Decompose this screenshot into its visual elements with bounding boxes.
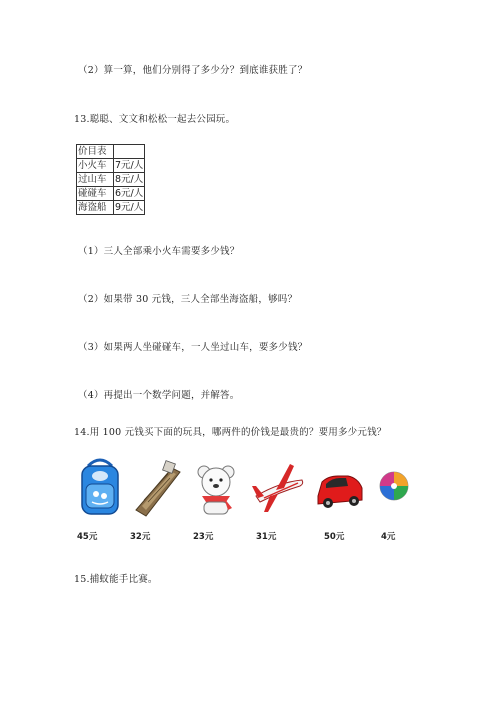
- airplane-icon: [250, 456, 306, 518]
- question-14-title: 14.用 100 元钱买下面的玩具，哪两件的价钱是最贵的？要用多少元钱？: [74, 427, 387, 438]
- price-value: 8元/人: [115, 174, 144, 185]
- toy-price-plane: 31元: [256, 532, 277, 542]
- table-row: [77, 201, 145, 215]
- toy-price-car: 50元: [324, 532, 345, 542]
- price-table-header-row: [77, 145, 145, 159]
- ship-icon: [128, 456, 184, 518]
- table-row: [77, 187, 145, 201]
- backpack-icon: [72, 456, 128, 518]
- price-value: 6元/人: [115, 188, 144, 199]
- price-table: [76, 144, 145, 215]
- question-13-sub2: （2）如果带 30 元钱，三人全部坐海盗船，够吗？: [78, 294, 298, 305]
- price-table-header-empty: [114, 145, 145, 159]
- table-row: [77, 159, 145, 173]
- ball-icon: [372, 456, 428, 518]
- price-value: 7元/人: [115, 160, 144, 171]
- toy-car-icon: [312, 456, 368, 518]
- table-row: [77, 173, 145, 187]
- toy-price-ship: 32元: [130, 532, 151, 542]
- price-item: 海盗船: [77, 201, 114, 215]
- question-13-sub4: （4）再提出一个数学问题，并解答。: [78, 390, 240, 401]
- question-13-prev-sub2: （2）算一算，他们分别得了多少分？到底谁获胜了？: [78, 65, 308, 76]
- price-value: 9元/人: [115, 202, 144, 213]
- price-item: 过山车: [77, 173, 114, 187]
- toy-price-bear: 23元: [193, 532, 214, 542]
- question-13-sub3: （3）如果两人坐碰碰车，一人坐过山车，要多少钱？: [78, 342, 308, 353]
- toy-price-backpack: 45元: [77, 532, 98, 542]
- price-item: 碰碰车: [77, 187, 114, 201]
- price-item: 小火车: [77, 159, 114, 173]
- toy-price-ball: 4元: [381, 532, 396, 542]
- question-15-title: 15.捕蚊能手比赛。: [74, 574, 158, 585]
- question-13-title: 13.聪聪、文文和松松一起去公园玩。: [74, 114, 236, 125]
- teddy-bear-icon: [188, 456, 244, 518]
- question-13-sub1: （1）三人全部乘小火车需要多少钱？: [78, 246, 240, 257]
- price-table-header: 价目表: [77, 145, 114, 159]
